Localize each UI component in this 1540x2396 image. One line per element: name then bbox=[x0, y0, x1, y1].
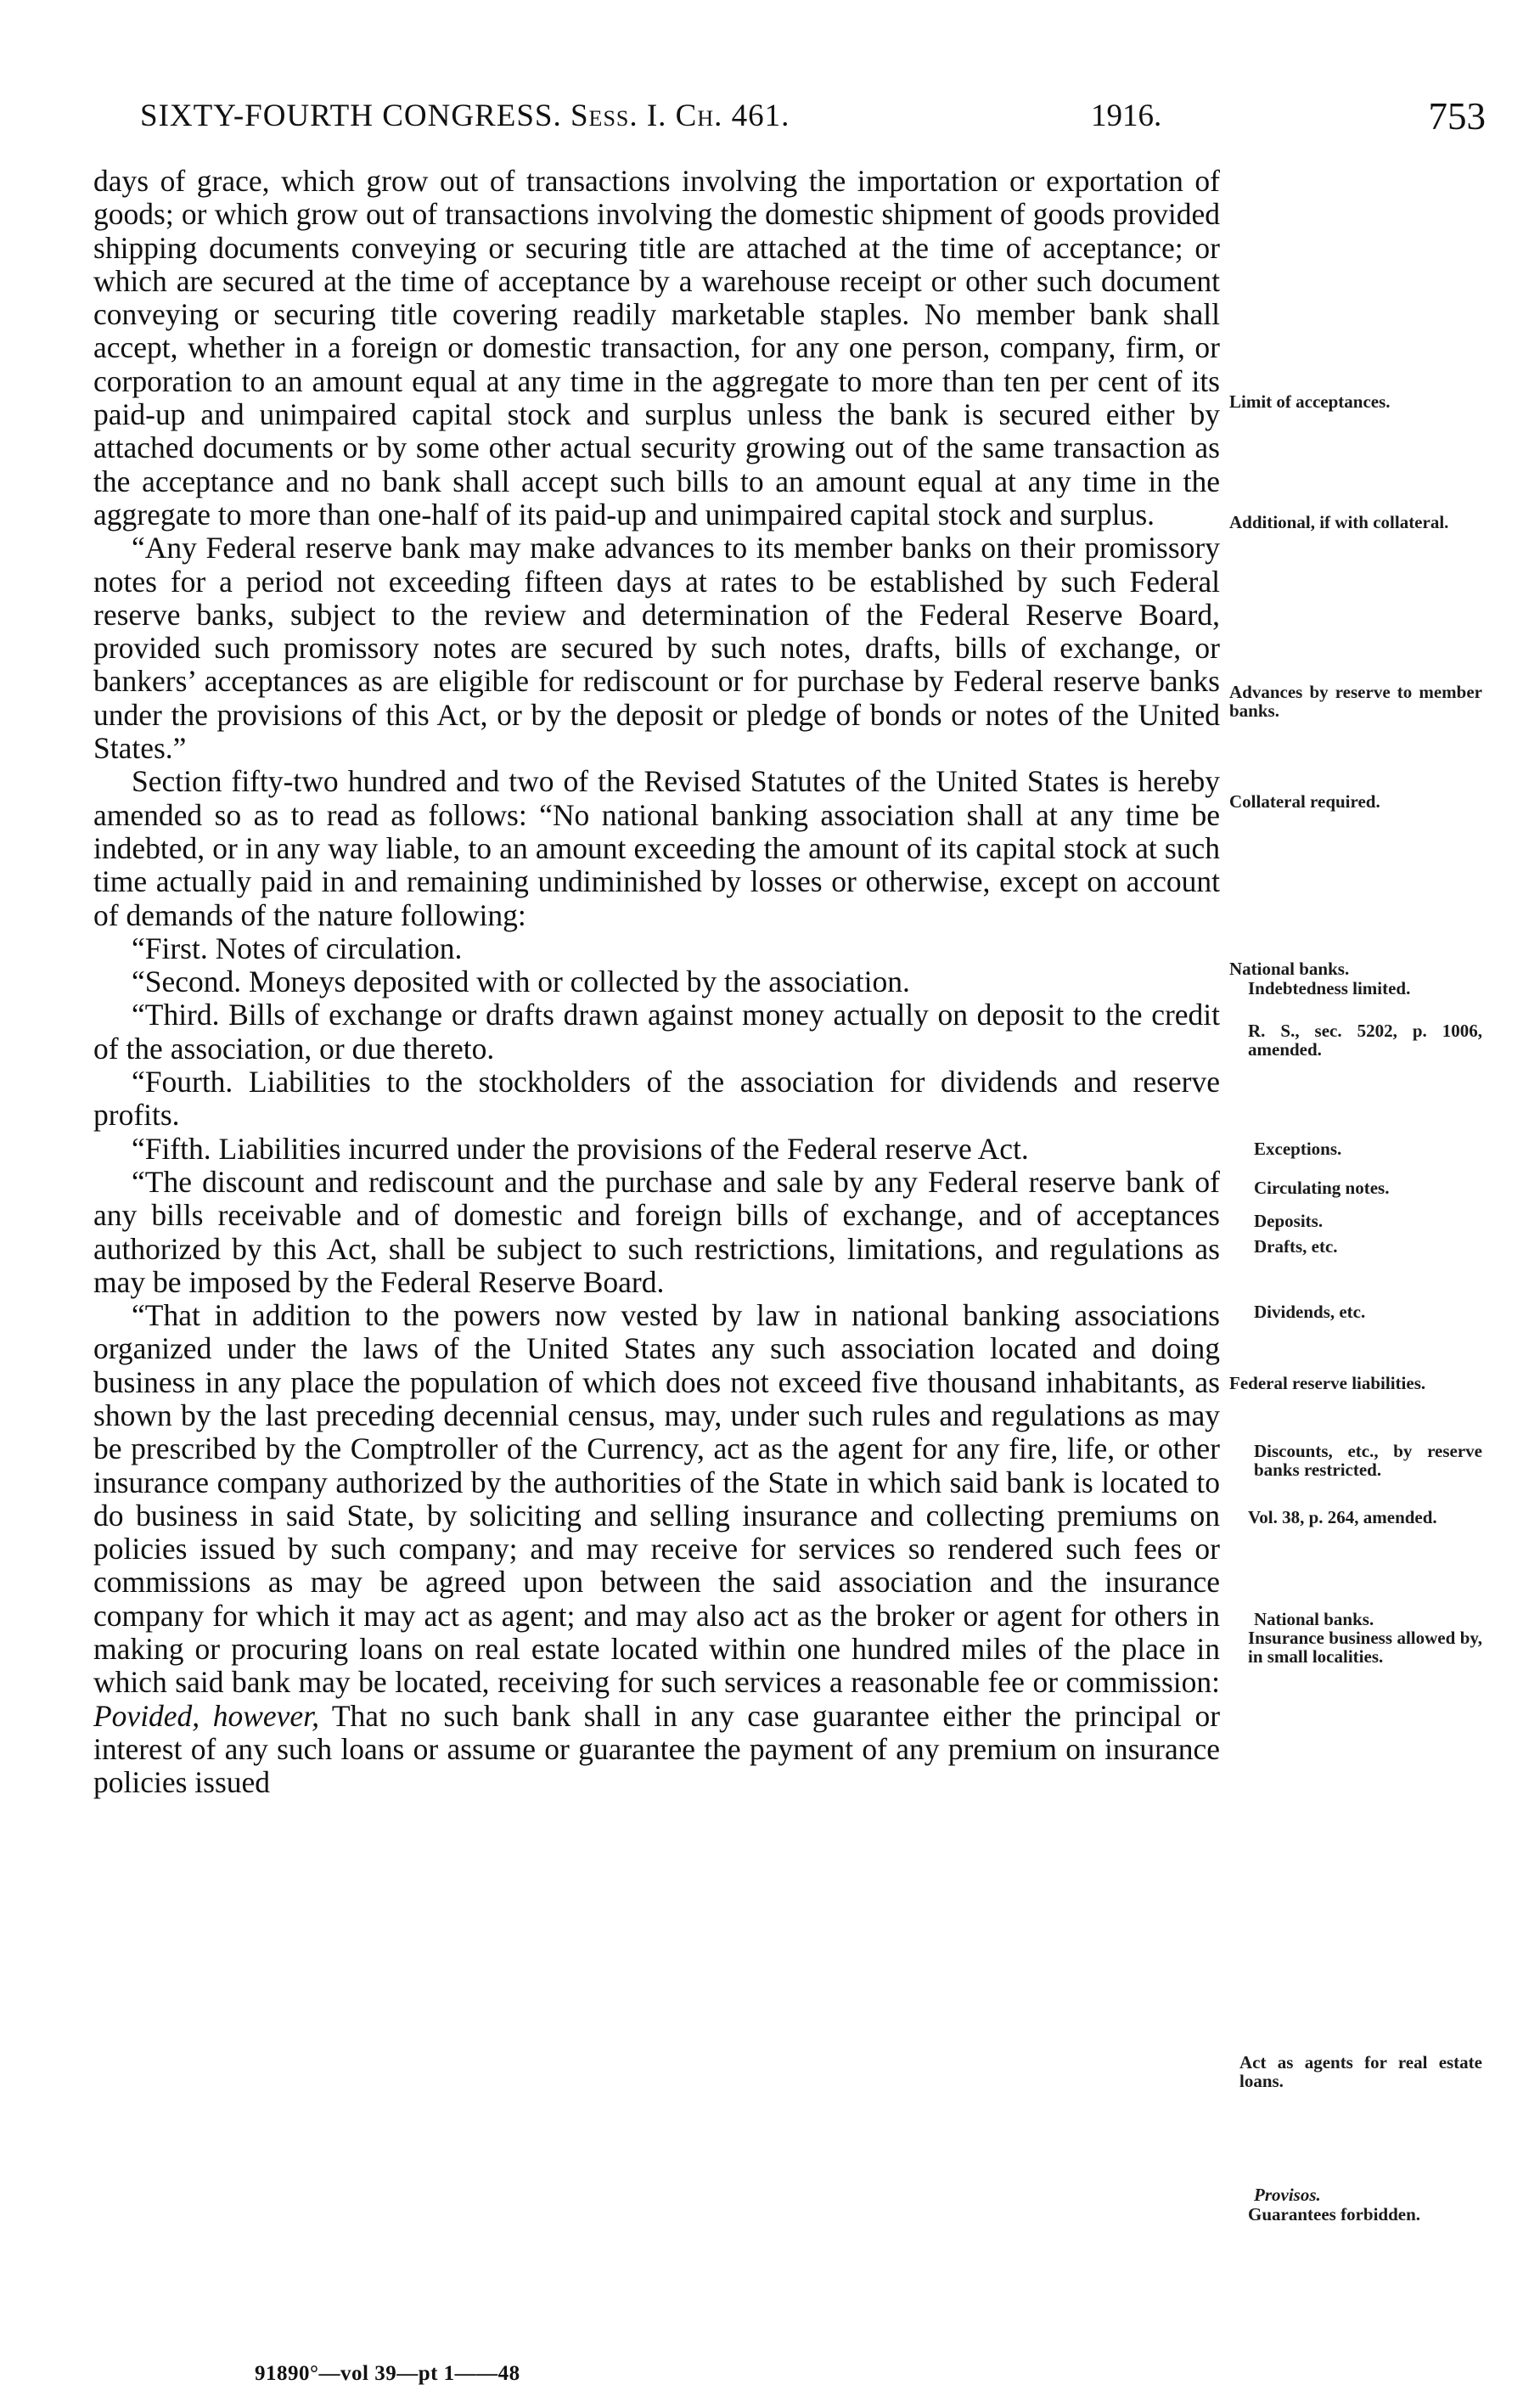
margin-note: R. S., sec. 5202, p. 1006, amended. bbox=[1248, 1021, 1482, 1060]
margin-note: Guarantees forbidden. bbox=[1248, 2204, 1421, 2224]
paragraph-discount: “The discount and rediscount and the purchase and sale by any Federal reserve bank of any bills receivable and of domestic and foreign bills of exchange, and of acceptances authorized by this Act, shall be subject to such restrictions, limitations, and regulations as may be imposed by the Federal Reserve Board. bbox=[93, 1164, 1220, 1299]
margin-note: Additional, if with collateral. bbox=[1229, 512, 1449, 532]
margin-note: Vol. 38, p. 264, amended. bbox=[1248, 1507, 1437, 1527]
header-title: SIXTY-FOURTH CONGRESS. Sess. I. Ch. 461. bbox=[140, 98, 790, 133]
proviso-word: Povided, however, bbox=[93, 1698, 319, 1733]
margin-note: National banks. bbox=[1254, 1609, 1374, 1629]
margin-note: National banks. bbox=[1229, 959, 1350, 979]
margin-note: Act as agents for real estate loans. bbox=[1239, 2052, 1482, 2091]
paragraph-fourth: “Fourth. Liabilities to the stockholders of the association for dividends and reserve profits. bbox=[93, 1065, 1220, 1133]
margin-note: Advances by reserve to member banks. bbox=[1229, 682, 1482, 721]
margin-note: Circulating notes. bbox=[1254, 1178, 1390, 1198]
margin-note: Collateral required. bbox=[1229, 791, 1380, 812]
paragraph-section-5202: Section fifty-two hundred and two of the Revised Statutes of the United States is hereby amended so as to read as follows: “No national banking association shall at any time be indebted, or in any way liable, to an amount exceeding the amount of its capital stock at such time actually paid in and remaining undiminished by losses or otherwise, except on account of demands of the nature following: bbox=[93, 764, 1220, 932]
margin-note: Discounts, etc., by reserve banks restricted. bbox=[1254, 1441, 1482, 1480]
margin-note: Limit of acceptances. bbox=[1229, 391, 1391, 412]
margin-note: Dividends, etc. bbox=[1254, 1302, 1366, 1322]
running-header bbox=[140, 95, 1486, 138]
margin-note: Deposits. bbox=[1254, 1211, 1324, 1231]
paragraph-insurance-tail: That no such bank shall in any case guarantee either the principal or interest of any such loans or assume or guarantee the payment of any premium on insurance policies issued bbox=[93, 1698, 1221, 1800]
header-year: 1916. bbox=[1091, 98, 1162, 133]
paragraph-first: “First. Notes of circulation. bbox=[132, 931, 463, 965]
paragraph-acceptances: days of grace, which grow out of transactions involving the importation or exportation of goods; or which grow out of transactions involving the domestic shipment of goods provided shipping documents conveying or securing title are attached at the time of acceptance; or which are secured at the time of acceptance by a warehouse receipt or other such document conveying or securing title covering readily marketable staples. No member bank shall accept, whether in a foreign or domestic transaction, for any one person, company, firm, or corporation to an amount equal at any time in the aggregate to more than ten per cent of its paid-up and unimpaired capital stock and surplus unless the bank is secured either by attached documents or by some other actual security growing out of the same transaction as the acceptance and no bank shall accept such bills to an amount equal at any time in the aggregate to more than one-half of its paid-up and unimpaired capital stock and surplus. bbox=[93, 164, 1220, 532]
paragraph-third: “Third. Bills of exchange or drafts drawn against money actually on deposit to the credit of the association, or due thereto. bbox=[93, 998, 1220, 1066]
body-text bbox=[93, 165, 1220, 1800]
footer-signature: 91890°—vol 39—pt 1——48 bbox=[255, 2362, 520, 2385]
paragraph-advances: “Any Federal reserve bank may make advances to its member banks on their promissory notes for a period not exceeding fifteen days at rates to be established by such Federal reserve banks, subject to the review and determination of the Federal Reserve Board, provided such promissory notes are secured by such notes, drafts, bills of exchange, or bankers’ acceptances as are eligible for rediscount or for purchase by Federal reserve banks under the provisions of this Act, or by the deposit or pledge of bonds or notes of the United States.” bbox=[93, 531, 1220, 766]
paragraph-second: “Second. Moneys deposited with or collected by the association. bbox=[132, 965, 910, 999]
page-number: 753 bbox=[1428, 95, 1486, 138]
margin-note: Insurance business allowed by, in small localities. bbox=[1248, 1628, 1482, 1667]
margin-note: Federal reserve liabilities. bbox=[1229, 1373, 1426, 1393]
paragraph-insurance bbox=[93, 1299, 1220, 1799]
paragraph-fifth: “Fifth. Liabilities incurred under the provisions of the Federal reserve Act. bbox=[132, 1131, 1029, 1166]
margin-note: Indebtedness limited. bbox=[1248, 978, 1411, 998]
margin-note: Provisos. bbox=[1254, 2185, 1321, 2205]
paragraph-insurance-main: “That in addition to the powers now vested by law in national banking associations organized under the laws of the United States any such association located and doing business in any place the population of which does not exceed five thousand inhabitants, as shown by the last preceding decennial census, may, under such rules and regulations as may be prescribed by the Comptroller of the Currency, act as the agent for any fire, life, or other insurance company authorized by the authorities of the State in which said bank is located to do business in said State, by soliciting and selling insurance and collecting premiums on policies issued by such company; and may receive for services so rendered such fees or commissions as may be agreed upon between the said association and the insurance company for which it may act as agent; and may also act as the broker or agent for others in making or procuring loans on real estate located within one hundred miles of the place in which said bank may be located, receiving for such services a reasonable fee or commission: bbox=[93, 1298, 1220, 1700]
margin-note: Exceptions. bbox=[1254, 1139, 1342, 1159]
margin-note: Drafts, etc. bbox=[1254, 1236, 1338, 1257]
